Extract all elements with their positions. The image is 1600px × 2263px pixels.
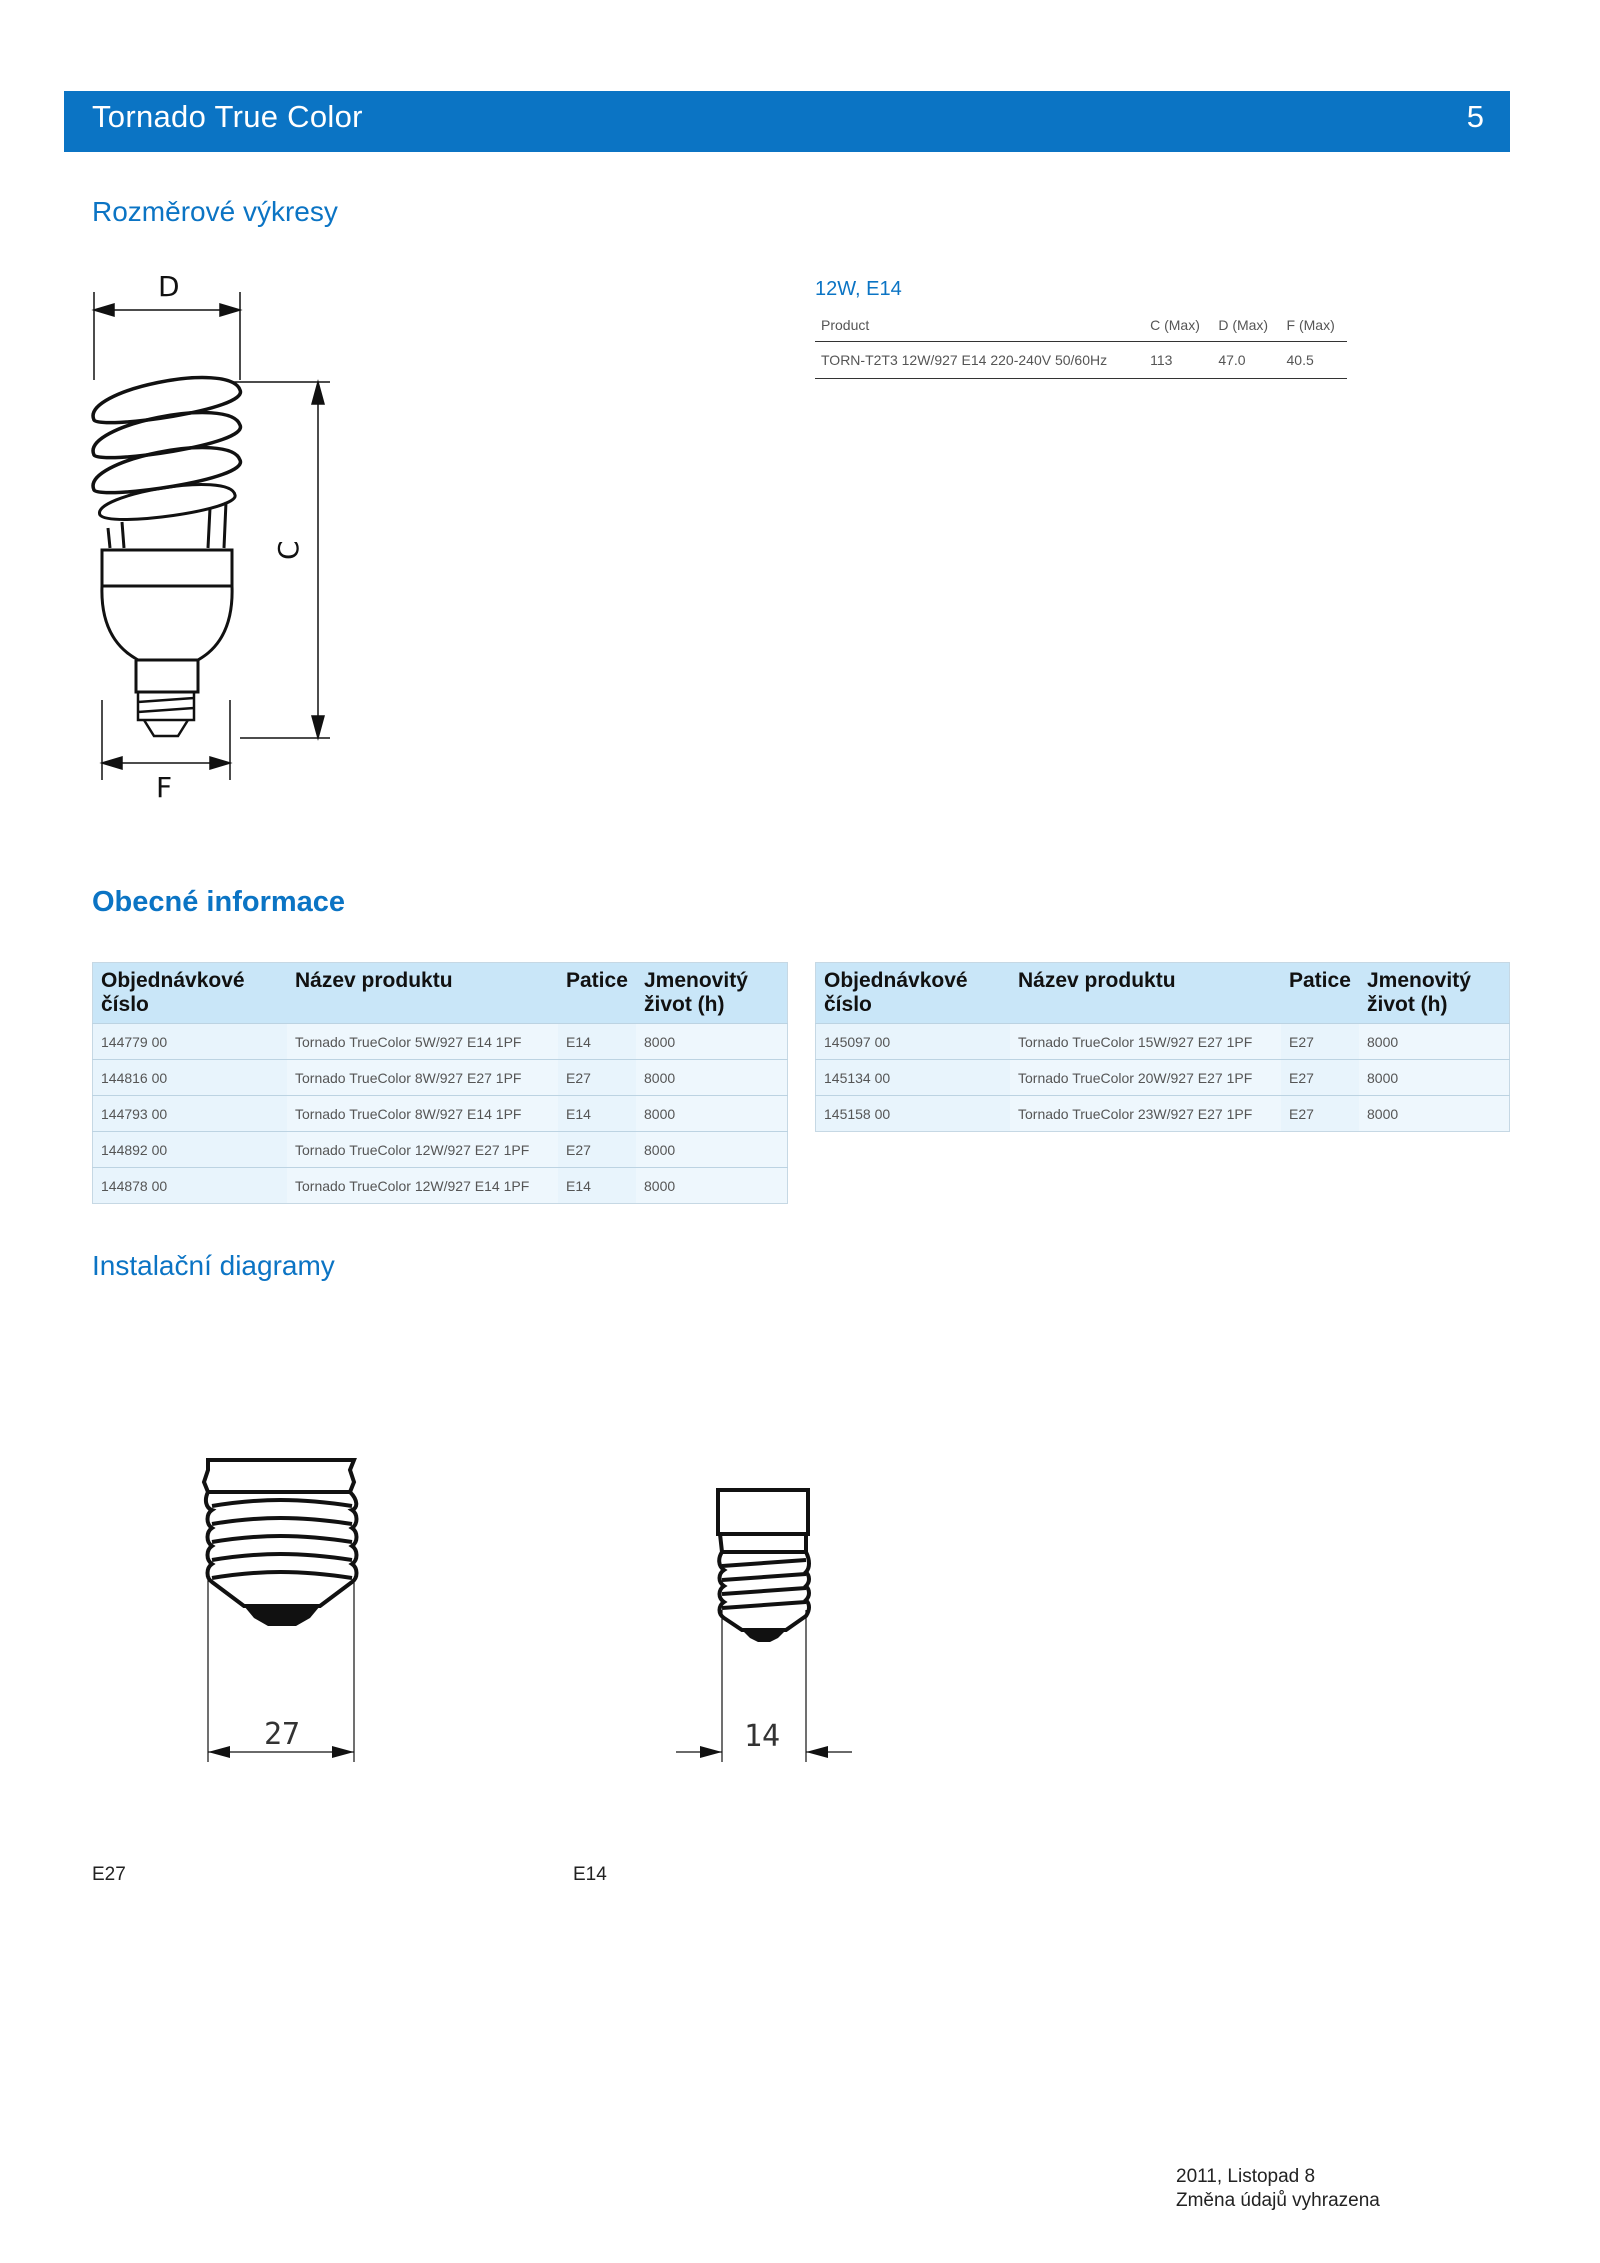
spec-cell: 47.0 [1212, 342, 1280, 379]
col-base: Patice [1281, 963, 1359, 1024]
order-number: 145158 00 [816, 1096, 1011, 1132]
general-section-title: Obecné informace [92, 886, 346, 918]
page-number: 5 [1466, 99, 1484, 134]
e14-dimension: 14 [744, 1719, 781, 1754]
order-number: 144816 00 [93, 1060, 288, 1096]
label-d: D [158, 270, 180, 303]
product-table-left [92, 962, 788, 1204]
product-name: Tornado TrueColor 20W/927 E27 1PF [1010, 1060, 1281, 1096]
order-number: 144779 00 [93, 1024, 288, 1060]
order-number: 145134 00 [816, 1060, 1011, 1096]
col-product-name: Název produktu [1010, 963, 1281, 1024]
spec-title: 12W, E14 [815, 278, 902, 300]
col-lifetime: Jmenovitý život (h) [1359, 963, 1510, 1024]
product-name: Tornado TrueColor 23W/927 E27 1PF [1010, 1096, 1281, 1132]
spec-cell: 113 [1144, 342, 1212, 379]
order-number: 145097 00 [816, 1024, 1011, 1060]
lifetime: 8000 [636, 1168, 788, 1204]
col-base: Patice [558, 963, 636, 1024]
base: E27 [1281, 1060, 1359, 1096]
label-c: C [272, 540, 305, 560]
label-f: F [156, 771, 173, 804]
product-name: Tornado TrueColor 8W/927 E27 1PF [287, 1060, 558, 1096]
table-row [93, 1024, 788, 1060]
product-name: Tornado TrueColor 12W/927 E27 1PF [287, 1132, 558, 1168]
table-row [816, 1096, 1510, 1132]
lifetime: 8000 [1359, 1060, 1510, 1096]
table-row [816, 1024, 1510, 1060]
install-section-title: Instalační diagramy [92, 1250, 335, 1281]
spec-cell: TORN-T2T3 12W/927 E14 220-240V 50/60Hz [815, 342, 1144, 379]
footer-date: 2011, Listopad 8 [1176, 2166, 1316, 2187]
lifetime: 8000 [636, 1060, 788, 1096]
base: E27 [558, 1060, 636, 1096]
table-row [93, 1060, 788, 1096]
e27-dimension: 27 [264, 1717, 301, 1752]
base: E27 [1281, 1024, 1359, 1060]
table-row [93, 1132, 788, 1168]
e27-caption: E27 [92, 1864, 126, 1885]
base: E27 [558, 1132, 636, 1168]
order-number: 144793 00 [93, 1096, 288, 1132]
table-row [93, 1096, 788, 1132]
e27-base-diagram [200, 1450, 370, 1770]
table-row [816, 1060, 1510, 1096]
e14-caption: E14 [573, 1864, 607, 1885]
spec-col-f: F (Max) [1281, 311, 1347, 342]
lifetime: 8000 [1359, 1096, 1510, 1132]
base: E14 [558, 1024, 636, 1060]
col-order-number: Objednávkové číslo [816, 963, 1011, 1024]
product-name: Tornado TrueColor 5W/927 E14 1PF [287, 1024, 558, 1060]
footer [1176, 2165, 1380, 2213]
base: E14 [558, 1168, 636, 1204]
e14-base-diagram [670, 1480, 860, 1770]
lifetime: 8000 [1359, 1024, 1510, 1060]
product-name: Tornado TrueColor 15W/927 E27 1PF [1010, 1024, 1281, 1060]
spec-header-row [815, 311, 1347, 342]
col-order-number: Objednávkové číslo [93, 963, 288, 1024]
lifetime: 8000 [636, 1096, 788, 1132]
dimension-section-title: Rozměrové výkresy [92, 196, 338, 227]
col-product-name: Název produktu [287, 963, 558, 1024]
spec-col-d: D (Max) [1212, 311, 1280, 342]
spec-cell: 40.5 [1281, 342, 1347, 379]
footer-disclaimer: Změna údajů vyhrazena [1176, 2190, 1380, 2211]
order-number: 144892 00 [93, 1132, 288, 1168]
lifetime: 8000 [636, 1132, 788, 1168]
table-header-row [93, 963, 788, 1024]
document-title: Tornado True Color [92, 99, 363, 134]
lifetime: 8000 [636, 1024, 788, 1060]
spec-col-product: Product [815, 311, 1144, 342]
spec-table [815, 311, 1347, 379]
product-name: Tornado TrueColor 8W/927 E14 1PF [287, 1096, 558, 1132]
base: E27 [1281, 1096, 1359, 1132]
table-row [93, 1168, 788, 1204]
product-name: Tornado TrueColor 12W/927 E14 1PF [287, 1168, 558, 1204]
order-number: 144878 00 [93, 1168, 288, 1204]
col-lifetime: Jmenovitý život (h) [636, 963, 788, 1024]
spec-row [815, 342, 1347, 379]
product-table-right [815, 962, 1510, 1132]
bulb-dimension-drawing [80, 260, 360, 820]
base: E14 [558, 1096, 636, 1132]
spec-col-c: C (Max) [1144, 311, 1212, 342]
table-header-row [816, 963, 1510, 1024]
header-bar [64, 91, 1510, 152]
